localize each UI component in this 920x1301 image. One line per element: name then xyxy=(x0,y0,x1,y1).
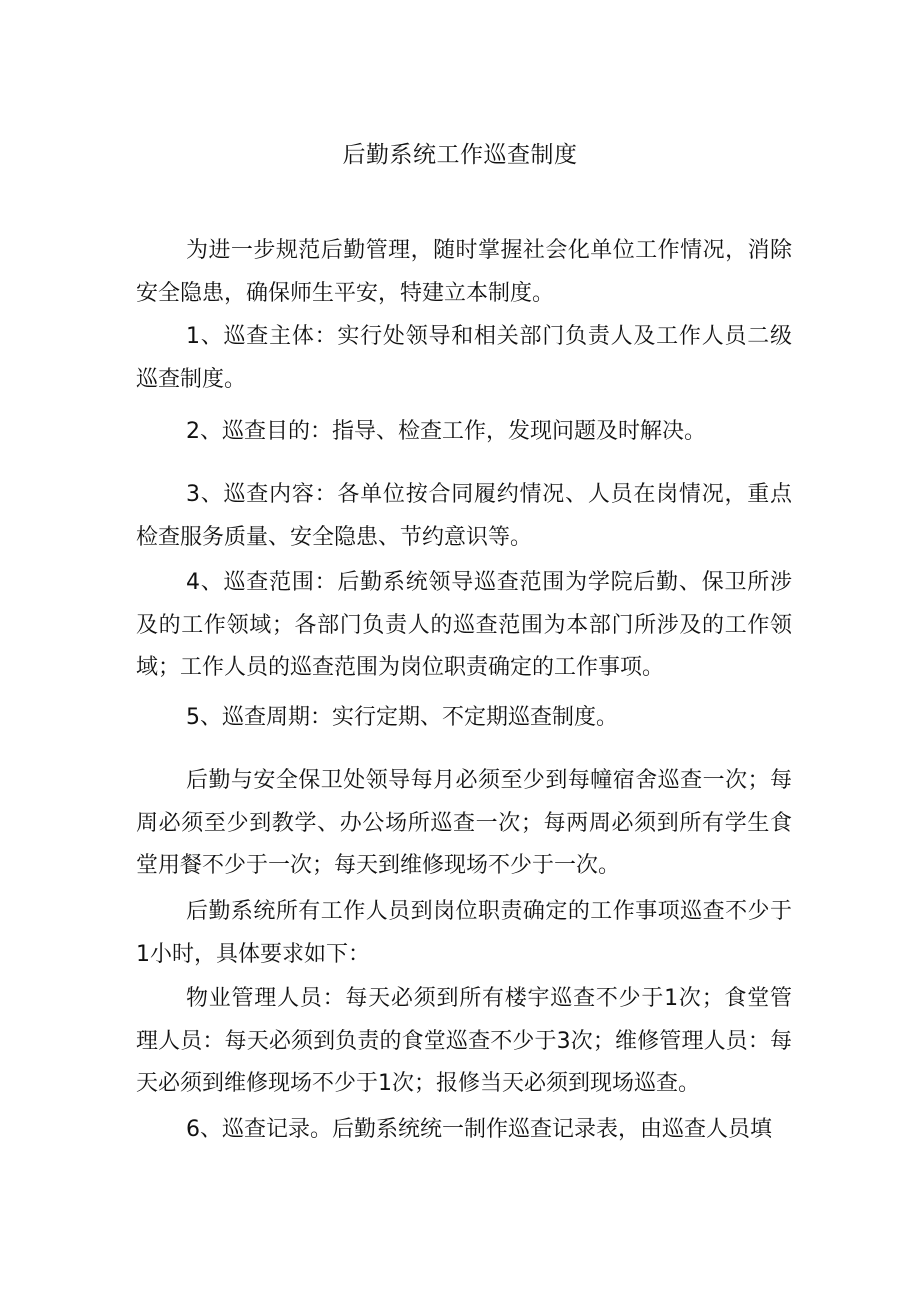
paragraph-intro: 为进一步规范后勤管理，随时掌握社会化单位工作情况，消除安全隐患，确保师生平安，特建立本制度。 xyxy=(136,238,792,306)
page-title: 后勤系统工作巡查制度 xyxy=(342,142,578,168)
paragraph-item-2: 2、巡查目的：指导、检查工作，发现问题及时解决。 xyxy=(186,419,706,444)
paragraph-item-1: 1、巡查主体：实行处领导和相关部门负责人及工作人员二级巡查制度。 xyxy=(136,324,792,392)
paragraph-staff-requirement: 后勤系统所有工作人员到岗位职责确定的工作事项巡查不少于1小时，具体要求如下： xyxy=(136,899,792,967)
paragraph-leader-schedule: 后勤与安全保卫处领导每月必须至少到每幢宿舍巡查一次；每周必须至少到教学、办公场所巡查一次；每两周必须到所有学生食堂用餐不少于一次；每天到维修现场不少于一次。 xyxy=(136,768,792,878)
paragraph-item-5: 5、巡查周期：实行定期、不定期巡查制度。 xyxy=(186,705,618,730)
paragraph-item-6: 6、巡查记录。后勤系统统一制作巡查记录表，由巡查人员填 xyxy=(186,1117,772,1142)
paragraph-item-3: 3、巡查内容：各单位按合同履约情况、人员在岗情况，重点检查服务质量、安全隐患、节约意识等。 xyxy=(136,482,792,550)
paragraph-item-4: 4、巡查范围：后勤系统领导巡查范围为学院后勤、保卫所涉及的工作领域；各部门负责人的巡查范围为本部门所涉及的工作领域；工作人员的巡查范围为岗位职责确定的工作事项。 xyxy=(136,570,792,680)
paragraph-staff-details: 物业管理人员：每天必须到所有楼宇巡查不少于1次；食堂管理人员：每天必须到负责的食堂巡查不少于3次；维修管理人员：每天必须到维修现场不少于1次；报修当天必须到现场巡查。 xyxy=(136,986,792,1096)
